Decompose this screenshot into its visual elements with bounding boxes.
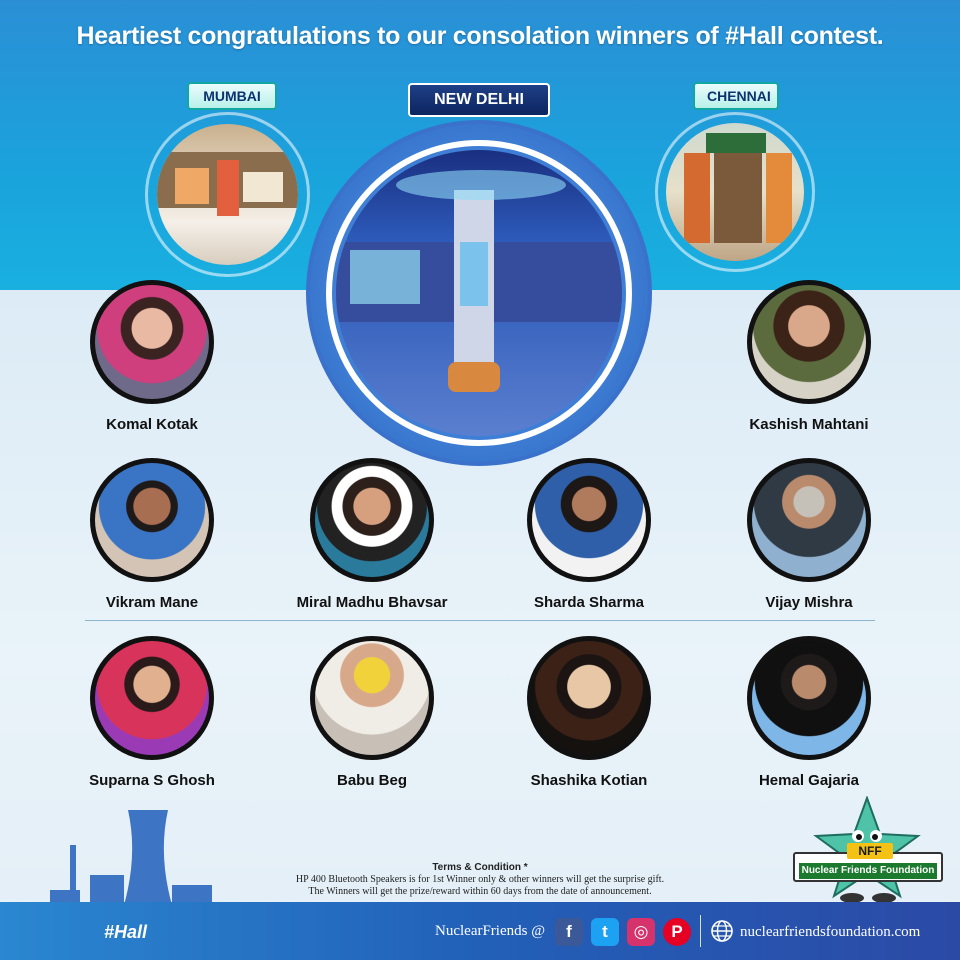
pinterest-icon[interactable]: P: [663, 918, 691, 946]
winner-photo-babu-beg: [310, 636, 434, 760]
chennai-venue-photo: [666, 123, 804, 261]
winner-name: Sharda Sharma: [533, 594, 645, 611]
winner-photo-shashika-kotian: [527, 636, 651, 760]
website-link[interactable]: nuclearfriendsfoundation.com: [740, 924, 921, 940]
social-handle: NuclearFriends @: [435, 923, 546, 939]
winner-photo-suparna-s-ghosh: [90, 636, 214, 760]
winner-name: Suparna S Ghosh: [89, 772, 215, 789]
footer-separator: [700, 915, 701, 947]
nff-logo-short: NFF: [847, 843, 893, 859]
nff-logo: [793, 844, 943, 882]
winner-name: Miral Madhu Bhavsar: [296, 594, 448, 611]
terms-and-conditions: [230, 862, 730, 898]
terms-heading: Terms & Condition *: [432, 862, 528, 873]
winner-photo-miral-madhu-bhavsar: [310, 458, 434, 582]
winner-name: Hemal Gajaria: [758, 772, 860, 789]
winner-photo-vijay-mishra: [747, 458, 871, 582]
winner-photo-sharda-sharma: [527, 458, 651, 582]
winner-photo-hemal-gajaria: [747, 636, 871, 760]
globe-icon: [710, 919, 734, 943]
winner-name: Komal Kotak: [106, 416, 198, 433]
facebook-icon[interactable]: f: [555, 918, 583, 946]
headline: Heartiest congratulations to our consolation winners of #Hall contest.: [76, 22, 884, 50]
winner-name: Vijay Mishra: [765, 594, 853, 611]
twitter-icon[interactable]: t: [591, 918, 619, 946]
instagram-icon[interactable]: ◎: [627, 918, 655, 946]
winner-photo-komal-kotak: [90, 280, 214, 404]
winner-name: Vikram Mane: [105, 594, 199, 611]
winner-name: Babu Beg: [336, 772, 407, 789]
winner-name: Kashish Mahtani: [749, 416, 869, 433]
winner-photo-kashish-mahtani: [747, 280, 871, 404]
footer-hashtag: #Hall: [104, 922, 148, 942]
winner-name: Shashika Kotian: [530, 772, 648, 789]
mumbai-venue-photo: [157, 124, 298, 265]
nff-logo-full: Nuclear Friends Foundation: [799, 863, 937, 879]
terms-line: The Winners will get the prize/reward within 60 days from the date of announcement.: [308, 886, 652, 897]
city-tag-mumbai: MUMBAI: [187, 82, 277, 110]
row-divider: [85, 620, 875, 621]
new-delhi-venue-photo: [336, 150, 622, 436]
terms-line: HP 400 Bluetooth Speakers is for 1st Winner only & other winners will get the surprise gift.: [295, 874, 665, 885]
city-tag-new-delhi: NEW DELHI: [408, 83, 550, 117]
power-plant-illustration: [40, 800, 230, 905]
winner-photo-vikram-mane: [90, 458, 214, 582]
city-tag-chennai: CHENNAI: [693, 82, 779, 110]
